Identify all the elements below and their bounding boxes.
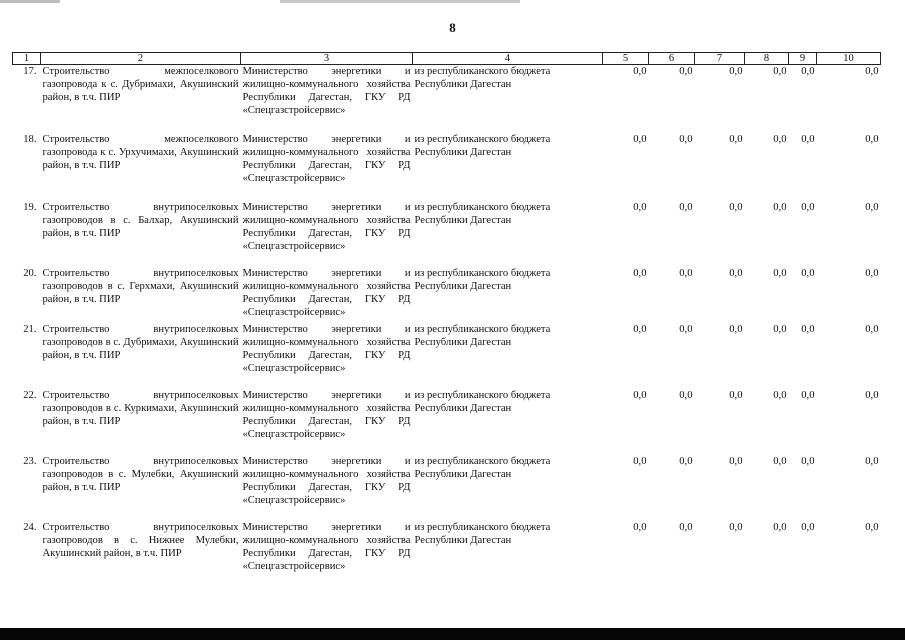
funding-value: 0,0 xyxy=(729,133,743,145)
project-name: Строительство внутрипоселковых газопроводов в с. Мулебки, Акушинский район, в т.ч. ПИР xyxy=(42,455,239,493)
row-number: 22. xyxy=(23,389,37,401)
table-row xyxy=(13,201,881,267)
funding-value: 0,0 xyxy=(801,389,815,401)
funding-value: 0,0 xyxy=(633,389,647,401)
funding-value: 0,0 xyxy=(801,267,815,279)
column-header: 4 xyxy=(413,53,603,65)
table-row xyxy=(13,389,881,455)
funding-value: 0,0 xyxy=(865,66,879,77)
funding-value: 0,0 xyxy=(773,66,787,77)
funding-value: 0,0 xyxy=(773,267,787,279)
funding-value: 0,0 xyxy=(679,201,693,213)
column-header: 2 xyxy=(41,53,241,65)
executor: Министерство энергетики и жилищно-коммунального хозяйства Республики Дагестан, ГКУ РД «Спецгазстройсервис» xyxy=(242,133,411,184)
funding-value: 0,0 xyxy=(801,323,815,335)
funding-value: 0,0 xyxy=(773,389,787,401)
executor: Министерство энергетики и жилищно-коммунального хозяйства Республики Дагестан, ГКУ РД «Спецгазстройсервис» xyxy=(242,323,411,374)
funding-source: из республиканского бюджета Республики Дагестан xyxy=(414,389,551,414)
executor: Министерство энергетики и жилищно-коммунального хозяйства Республики Дагестан, ГКУ РД «Спецгазстройсервис» xyxy=(242,521,411,572)
column-header: 3 xyxy=(241,53,413,65)
funding-value: 0,0 xyxy=(679,521,693,533)
executor: Министерство энергетики и жилищно-коммунального хозяйства Республики Дагестан, ГКУ РД «Спецгазстройсервис» xyxy=(242,201,411,252)
project-name: Строительство внутрипоселковых газопроводов в с. Дубримахи, Акушинский район, в т.ч. ПИР xyxy=(42,323,239,361)
funding-value: 0,0 xyxy=(633,455,647,467)
page-number: 8 xyxy=(449,20,456,35)
funding-value: 0,0 xyxy=(801,66,815,77)
funding-value: 0,0 xyxy=(865,267,879,279)
funding-value: 0,0 xyxy=(729,521,743,533)
funding-value: 0,0 xyxy=(865,323,879,335)
column-header: 6 xyxy=(649,53,695,65)
funding-value: 0,0 xyxy=(679,66,693,77)
column-header: 10 xyxy=(817,53,881,65)
project-name: Строительство межпоселкового газопровода к с. Урхучимахи, Акушинский район, в т.ч. ПИР xyxy=(42,133,239,171)
funding-value: 0,0 xyxy=(633,66,647,77)
funding-source: из республиканского бюджета Республики Дагестан xyxy=(414,267,551,292)
funding-value: 0,0 xyxy=(729,267,743,279)
row-number: 21. xyxy=(23,323,37,335)
funding-value: 0,0 xyxy=(773,521,787,533)
scan-edge-bottom xyxy=(0,628,905,640)
project-name: Строительство межпоселкового газопровода к с. Дубримахи, Акушинский район, в т.ч. ПИР xyxy=(42,66,239,103)
funding-value: 0,0 xyxy=(729,201,743,213)
funding-value: 0,0 xyxy=(633,323,647,335)
table-row xyxy=(13,323,881,389)
row-number: 24. xyxy=(23,521,37,533)
funding-value: 0,0 xyxy=(633,267,647,279)
table-row xyxy=(13,133,881,201)
funding-source: из республиканского бюджета Республики Дагестан xyxy=(414,521,551,546)
row-number: 20. xyxy=(23,267,37,279)
header-row xyxy=(13,53,881,65)
column-header: 9 xyxy=(789,53,817,65)
project-name: Строительство внутрипоселковых газопроводов в с. Балхар, Акушинский район, в т.ч. ПИР xyxy=(42,201,239,239)
funding-value: 0,0 xyxy=(633,521,647,533)
executor: Министерство энергетики и жилищно-коммунального хозяйства Республики Дагестан, ГКУ РД «Спецгазстройсервис» xyxy=(242,66,411,116)
program-table xyxy=(12,52,881,587)
funding-value: 0,0 xyxy=(773,323,787,335)
funding-source: из республиканского бюджета Республики Дагестан xyxy=(414,201,551,226)
table-row xyxy=(13,521,881,587)
funding-value: 0,0 xyxy=(729,323,743,335)
funding-value: 0,0 xyxy=(773,455,787,467)
table-row xyxy=(13,267,881,323)
funding-value: 0,0 xyxy=(679,133,693,145)
funding-value: 0,0 xyxy=(679,389,693,401)
funding-source: из республиканского бюджета Республики Дагестан xyxy=(414,455,551,480)
funding-value: 0,0 xyxy=(801,201,815,213)
funding-value: 0,0 xyxy=(865,389,879,401)
row-number: 19. xyxy=(23,201,37,213)
row-number: 23. xyxy=(23,455,37,467)
funding-source: из республиканского бюджета Республики Дагестан xyxy=(414,323,551,348)
funding-value: 0,0 xyxy=(865,455,879,467)
funding-value: 0,0 xyxy=(801,521,815,533)
scan-edge-top xyxy=(0,0,905,3)
executor: Министерство энергетики и жилищно-коммунального хозяйства Республики Дагестан, ГКУ РД «Спецгазстройсервис» xyxy=(242,389,411,440)
funding-source: из республиканского бюджета Республики Дагестан xyxy=(414,133,551,158)
funding-value: 0,0 xyxy=(865,133,879,145)
funding-value: 0,0 xyxy=(773,201,787,213)
funding-value: 0,0 xyxy=(729,389,743,401)
funding-value: 0,0 xyxy=(679,267,693,279)
funding-value: 0,0 xyxy=(679,323,693,335)
funding-value: 0,0 xyxy=(801,455,815,467)
table-row xyxy=(13,455,881,521)
project-name: Строительство внутрипоселковых газопроводов в с. Нижнее Мулебки, Акушинский район, в т.ч. ПИР xyxy=(42,521,239,559)
column-header: 7 xyxy=(695,53,745,65)
column-header: 8 xyxy=(745,53,789,65)
funding-value: 0,0 xyxy=(679,455,693,467)
funding-source: из республиканского бюджета Республики Дагестан xyxy=(414,66,551,90)
project-name: Строительство внутрипоселковых газопроводов в с. Герхмахи, Акушинский район, в т.ч. ПИР xyxy=(42,267,239,305)
column-header: 1 xyxy=(13,53,41,65)
funding-value: 0,0 xyxy=(773,133,787,145)
table-row xyxy=(13,65,881,133)
funding-value: 0,0 xyxy=(801,133,815,145)
funding-value: 0,0 xyxy=(633,201,647,213)
funding-value: 0,0 xyxy=(865,521,879,533)
funding-value: 0,0 xyxy=(865,201,879,213)
project-name: Строительство внутрипоселковых газопроводов в с. Куркимахи, Акушинский район, в т.ч. ПИР xyxy=(42,389,239,427)
table-body xyxy=(13,65,881,587)
funding-value: 0,0 xyxy=(729,66,743,77)
executor: Министерство энергетики и жилищно-коммунального хозяйства Республики Дагестан, ГКУ РД «Спецгазстройсервис» xyxy=(242,455,411,506)
executor: Министерство энергетики и жилищно-коммунального хозяйства Республики Дагестан, ГКУ РД «Спецгазстройсервис» xyxy=(242,267,411,318)
row-number: 18. xyxy=(23,133,37,145)
funding-value: 0,0 xyxy=(729,455,743,467)
column-header: 5 xyxy=(603,53,649,65)
row-number: 17. xyxy=(23,66,37,77)
funding-value: 0,0 xyxy=(633,133,647,145)
